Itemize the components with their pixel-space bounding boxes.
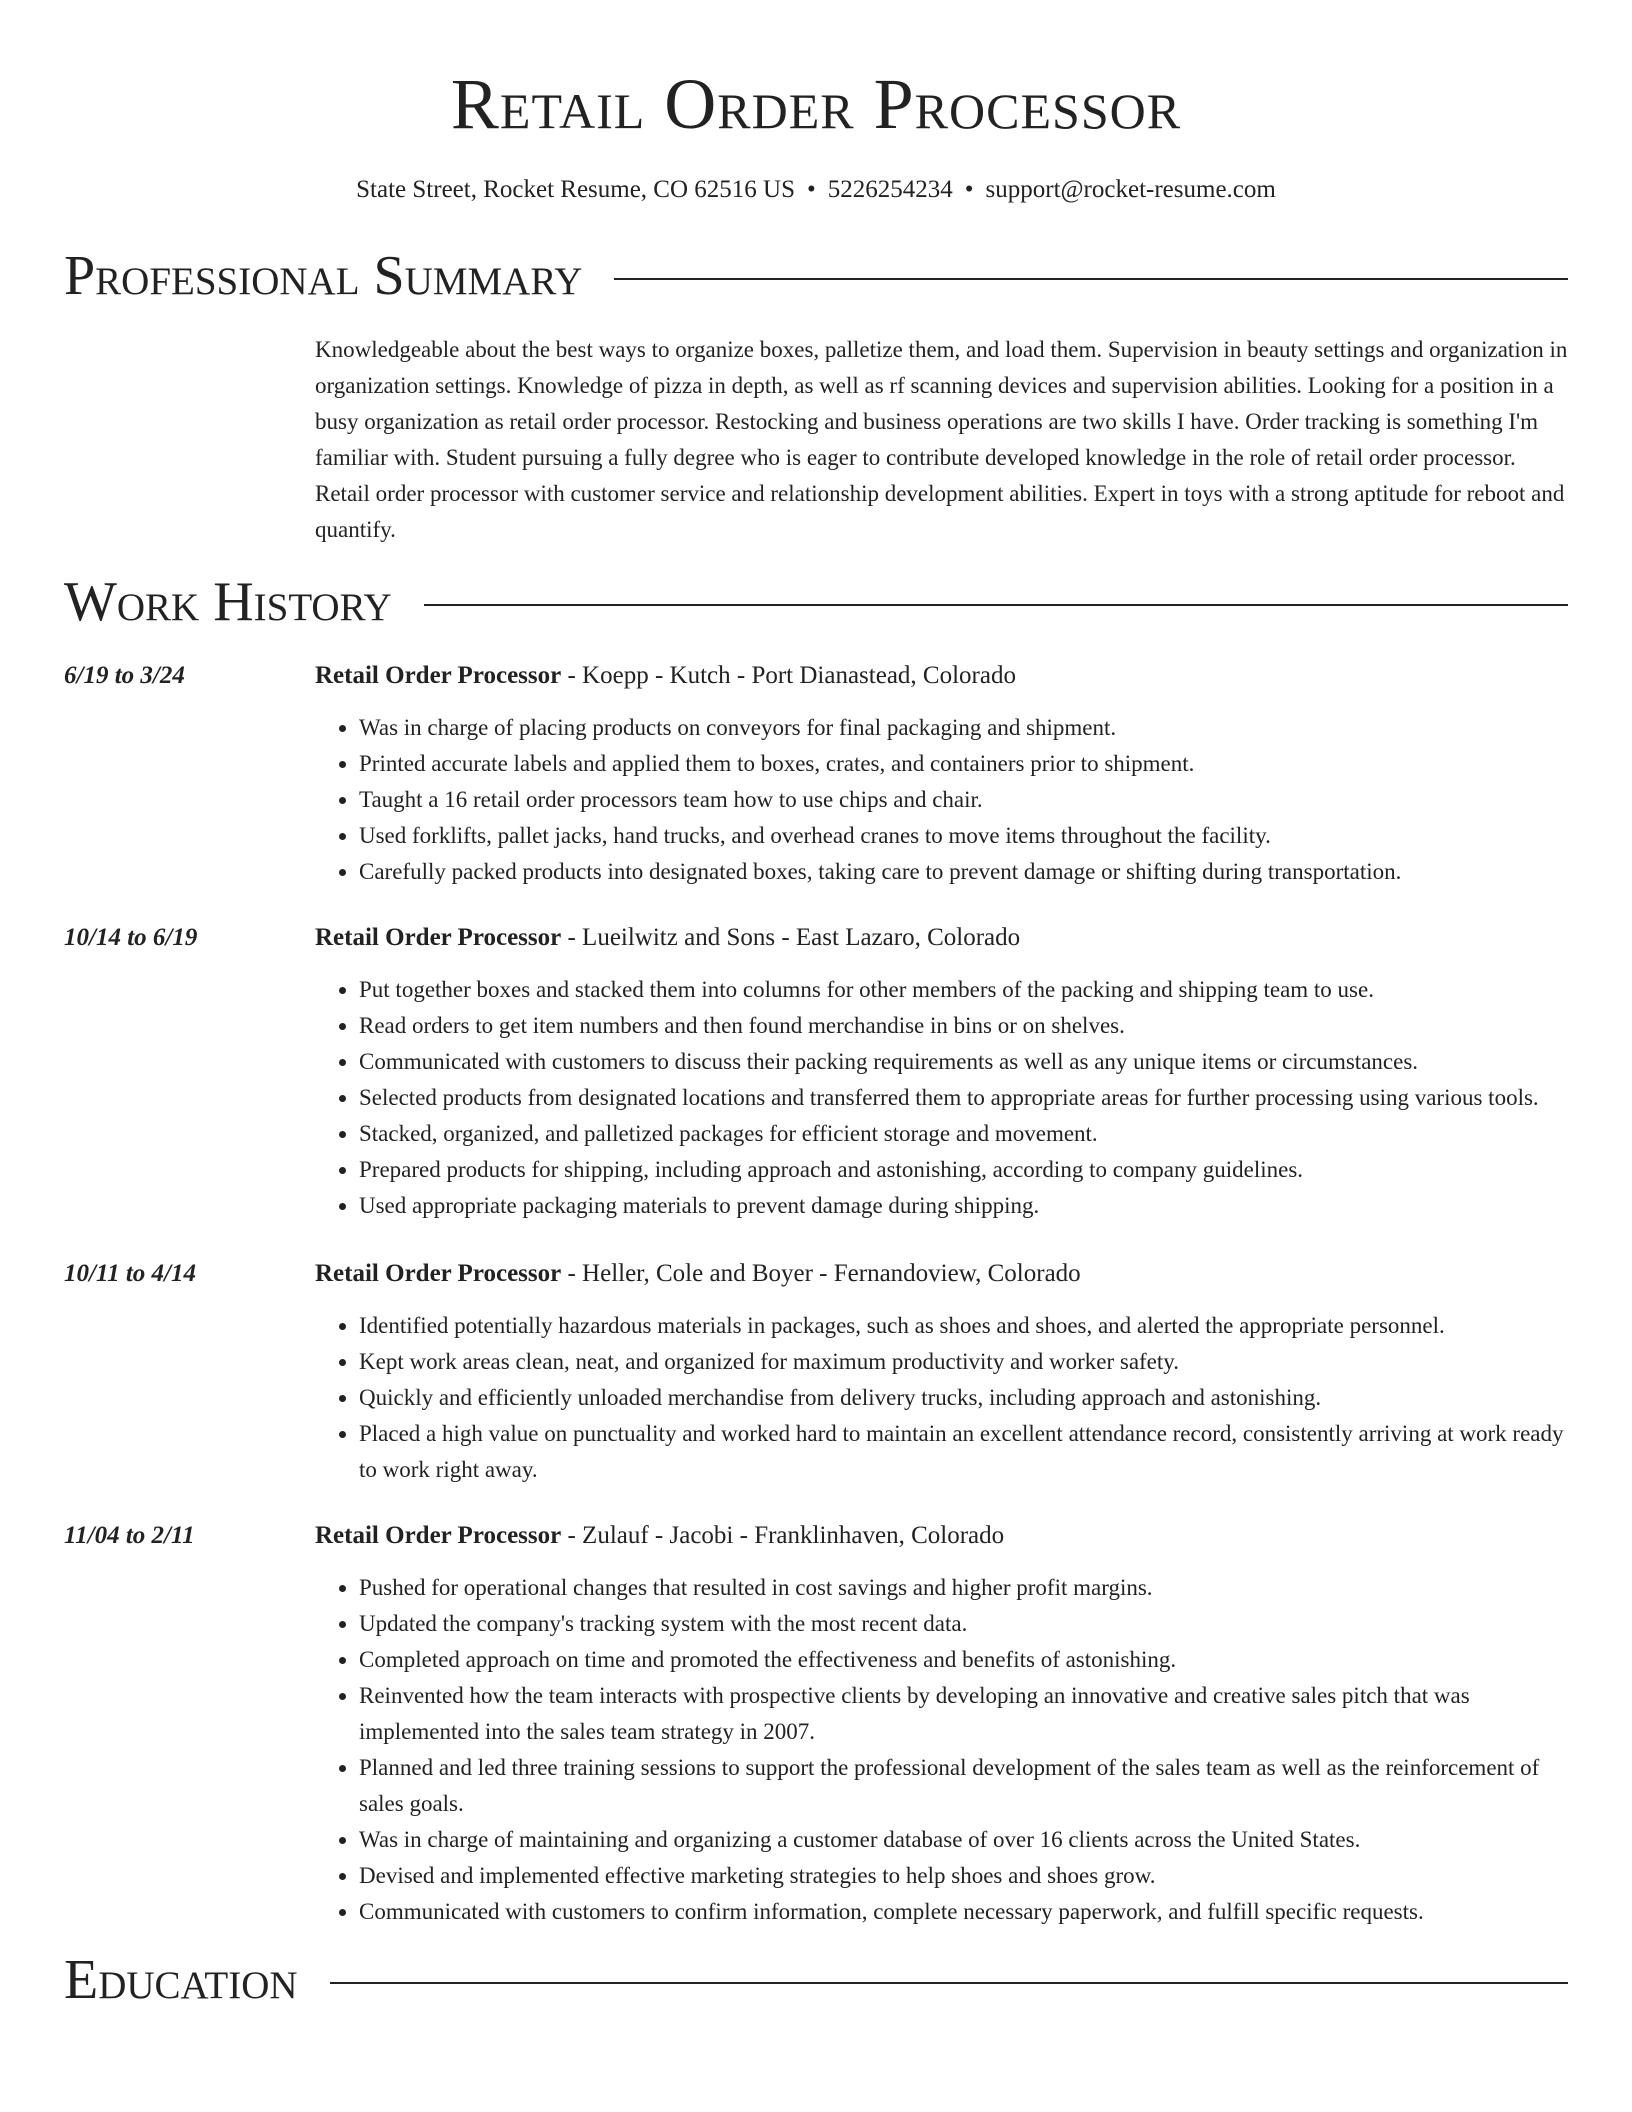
section-divider (614, 278, 1568, 280)
job-bullet: • Stacked, organized, and palletized packages for efficient storage and movement. (359, 1116, 1568, 1152)
job-bullet: • Was in charge of maintaining and organizing a customer database of over 16 clients across the United States. (359, 1822, 1568, 1858)
job-bullet: • Placed a high value on punctuality and worked hard to maintain an excellent attendance record, consistently arriving at work ready to work right away. (359, 1416, 1568, 1488)
job-bullet: • Read orders to get item numbers and then found merchandise in bins or on shelves. (359, 1008, 1568, 1044)
summary-text: Knowledgeable about the best ways to organize boxes, palletize them, and load them. Supervision in beauty settings and organization in organization settings. Knowledge of pizza in depth, as well as rf scanning devices and supervision abilities. Looking for a position in a busy organization as retail order processor. Restocking and business operations are two skills I have. Order tracking is something I'm familiar with. Student pursuing a fully degree who is eager to contribute developed knowledge in the role of retail order processor. Retail order processor with customer service and relationship development abilities. Expert in toys with a strong aptitude for reboot and quantify. (315, 337, 1568, 542)
job-details: - Zulauf - Jacobi - Franklinhaven, Colorado (561, 1522, 1005, 1549)
work-history-list (64, 658, 1568, 1930)
job-bullet: • Prepared products for shipping, including approach and astonishing, according to company guidelines. (359, 1152, 1568, 1188)
section-heading-education (64, 1949, 1568, 2011)
job-role: Retail Order Processor (315, 1522, 562, 1549)
job-dates: 10/11 to 4/14 (64, 1260, 196, 1287)
section-divider (330, 1982, 1568, 1984)
job-bullet: • Reinvented how the team interacts with prospective clients by developing an innovative and creative sales pitch that was implemented into the sales team strategy in 2007. (359, 1678, 1568, 1750)
job-dates: 6/19 to 3/24 (64, 662, 185, 689)
job-bullet: • Carefully packed products into designated boxes, taking care to prevent damage or shifting during transportation. (359, 854, 1568, 890)
job-bullet: • Planned and led three training sessions to support the professional development of the sales team as well as the reinforcement of sales goals. (359, 1750, 1568, 1822)
job-header (315, 658, 1568, 694)
job-bullet: • Communicated with customers to confirm information, complete necessary paperwork, and fulfill specific requests. (359, 1894, 1568, 1930)
job-bullet: • Completed approach on time and promoted the effectiveness and benefits of astonishing. (359, 1642, 1568, 1678)
job-role: Retail Order Processor (315, 924, 562, 951)
job-header (315, 1256, 1568, 1292)
section-heading-work-history (64, 571, 1568, 633)
job-bullet: • Printed accurate labels and applied them to boxes, crates, and containers prior to shipment. (359, 746, 1568, 782)
job-bullet: • Pushed for operational changes that resulted in cost savings and higher profit margins. (359, 1570, 1568, 1606)
job-entry (64, 920, 1568, 1224)
job-bullet: • Used forklifts, pallet jacks, hand trucks, and overhead cranes to move items throughout the facility. (359, 818, 1568, 854)
job-dates: 11/04 to 2/11 (64, 1522, 195, 1549)
job-bullet: • Updated the company's tracking system with the most recent data. (359, 1606, 1568, 1642)
section-heading-summary (64, 245, 1568, 307)
job-bullet: • Identified potentially hazardous materials in packages, such as shoes and shoes, and alerted the appropriate personnel. (359, 1308, 1568, 1344)
contact-line (64, 176, 1568, 204)
section-title: Work History (64, 571, 392, 633)
contact-address: State Street, Rocket Resume, CO 62516 US (356, 176, 795, 203)
job-bullets (315, 972, 1568, 1224)
job-entry (64, 658, 1568, 890)
section-divider (424, 604, 1568, 606)
section-title: Professional Summary (64, 245, 583, 307)
job-body (315, 658, 1568, 890)
job-bullets (315, 1308, 1568, 1488)
job-bullet: • Selected products from designated locations and transferred them to appropriate areas for further processing using various tools. (359, 1080, 1568, 1116)
contact-phone: 5226254234 (827, 176, 953, 203)
contact-separator: • (807, 176, 816, 203)
job-body (315, 1518, 1568, 1930)
job-bullet: • Taught a 16 retail order processors team how to use chips and chair. (359, 782, 1568, 818)
contact-email: support@rocket-resume.com (985, 176, 1276, 203)
job-entry (64, 1256, 1568, 1488)
section-title: Education (64, 1949, 298, 2011)
job-bullet: • Put together boxes and stacked them into columns for other members of the packing and shipping team to use. (359, 972, 1568, 1008)
job-bullet: • Quickly and efficiently unloaded merchandise from delivery trucks, including approach and astonishing. (359, 1380, 1568, 1416)
job-details: - Koepp - Kutch - Port Dianastead, Colorado (561, 662, 1016, 689)
job-header (315, 920, 1568, 956)
contact-separator: • (964, 176, 974, 203)
job-entry (64, 1518, 1568, 1930)
job-body (315, 1256, 1568, 1488)
job-bullet: • Used appropriate packaging materials to prevent damage during shipping. (359, 1188, 1568, 1224)
job-dates: 10/14 to 6/19 (64, 924, 198, 951)
job-bullets (315, 1570, 1568, 1930)
job-role: Retail Order Processor (315, 1260, 562, 1287)
resume-page (64, 0, 1568, 2011)
job-details: - Heller, Cole and Boyer - Fernandoview, Colorado (561, 1260, 1081, 1287)
job-body (315, 920, 1568, 1224)
job-bullet: • Devised and implemented effective marketing strategies to help shoes and shoes grow. (359, 1858, 1568, 1894)
job-header (315, 1518, 1568, 1554)
job-bullet: • Communicated with customers to discuss their packing requirements as well as any unique items or circumstances. (359, 1044, 1568, 1080)
job-role: Retail Order Processor (315, 662, 562, 689)
job-bullets (315, 710, 1568, 890)
resume-name: Retail Order Processor (450, 64, 1182, 144)
job-bullet: • Kept work areas clean, neat, and organized for maximum productivity and worker safety. (359, 1344, 1568, 1380)
job-details: - Lueilwitz and Sons - East Lazaro, Colorado (561, 924, 1021, 951)
job-bullet: • Was in charge of placing products on conveyors for final packaging and shipment. (359, 710, 1568, 746)
